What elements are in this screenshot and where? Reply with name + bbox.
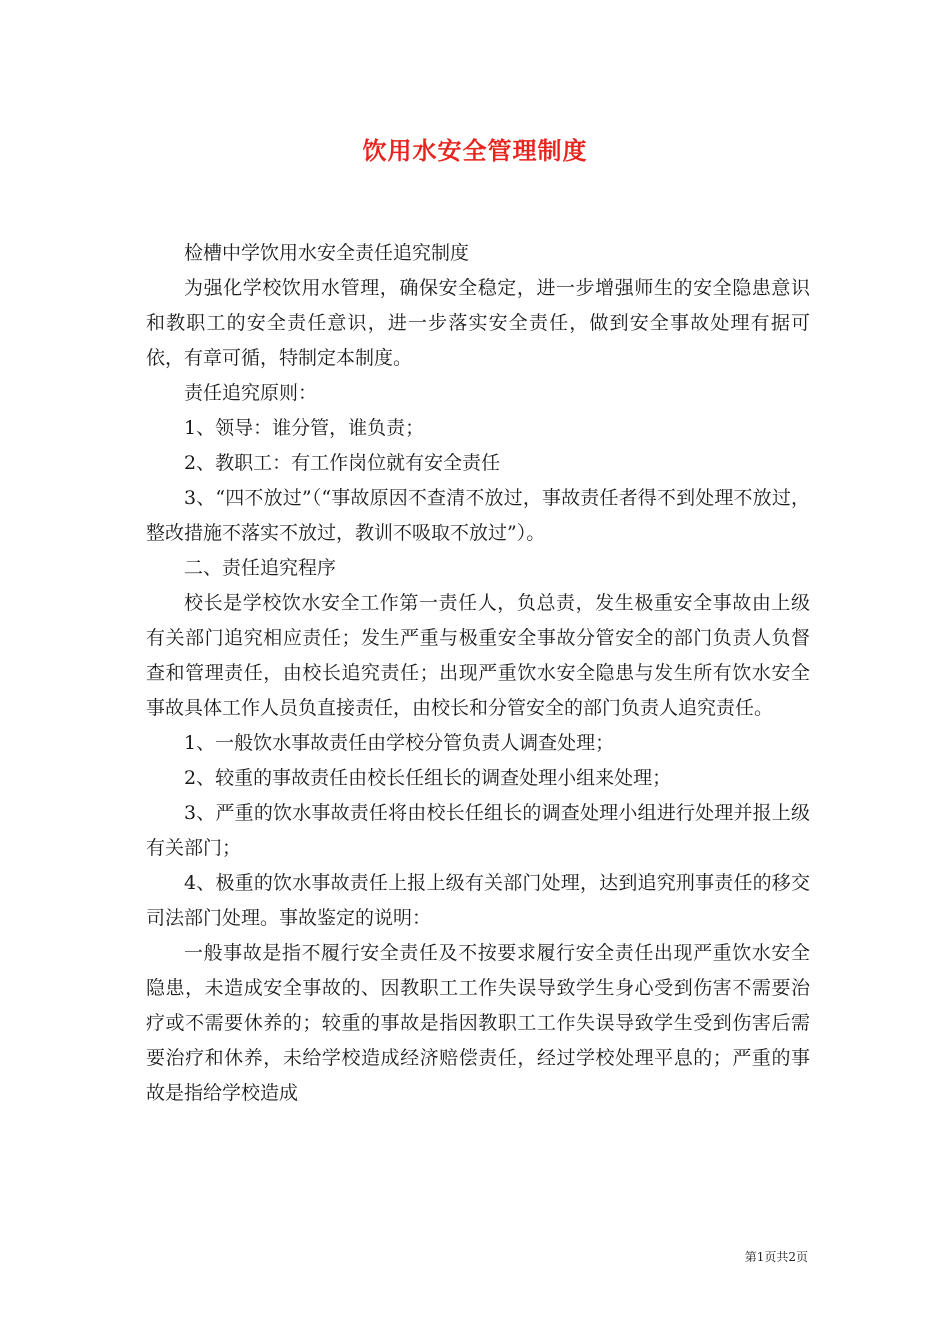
paragraph-principal-duty: 校长是学校饮水安全工作第一责任人，负总责，发生极重安全事故由上级有关部门追究相应责任；发生严重与极重安全事故分管安全的部门负责人负督查和管理责任，由校长追究责任；出现严重饮水安全隐患与发生所有饮水安全事故具体工作人员负直接责任，由校长和分管安全的部门负责人追究责任。 (146, 592, 810, 719)
paragraph-procedure-4: 4、极重的饮水事故责任上报上级有关部门处理，达到追究刑事责任的移交司法部门处理。事故鉴定的说明： (146, 872, 810, 929)
paragraph-intro: 为强化学校饮用水管理，确保安全稳定，进一步增强师生的安全隐患意识和教职工的安全责任意识，进一步落实安全责任，做到安全事故处理有据可依，有章可循，特制定本制度。 (146, 277, 810, 369)
paragraph-principle-2: 2、教职工：有工作岗位就有安全责任 (184, 452, 501, 474)
paragraph-principles-heading: 责任追究原则： (184, 382, 318, 404)
document-title: 饮用水安全管理制度 (362, 136, 588, 165)
document-body (146, 236, 810, 1111)
paragraph-heading: 检槽中学饮用水安全责任追究制度 (184, 242, 470, 264)
paragraph-procedure-heading: 二、责任追究程序 (184, 557, 337, 579)
page-number: 第1页共2页 (744, 1250, 808, 1264)
paragraph-procedure-1: 1、一般饮水事故责任由学校分管负责人调查处理； (184, 732, 615, 754)
paragraph-procedure-3: 3、严重的饮水事故责任将由校长任组长的调查处理小组进行处理并报上级有关部门； (146, 802, 810, 859)
paragraph-principle-1: 1、领导：谁分管，谁负责； (184, 417, 425, 439)
paragraph-procedure-2: 2、较重的事故责任由校长任组长的调查处理小组来处理； (184, 767, 672, 789)
paragraph-accident-definition: 一般事故是指不履行安全责任及不按要求履行安全责任出现严重饮水安全隐患，未造成安全事故的、因教职工工作失误导致学生身心受到伤害不需要治疗或不需要休养的；较重的事故是指因教职工工作失误导致学生受到伤害后需要治疗和休养，未给学校造成经济赔偿责任，经过学校处理平息的；严重的事故是指给学校造成 (146, 942, 810, 1104)
paragraph-principle-3: 3、“四不放过”（“事故原因不查清不放过，事故责任者得不到处理不放过，整改措施不落实不放过，教训不吸取不放过”）。 (146, 487, 810, 544)
